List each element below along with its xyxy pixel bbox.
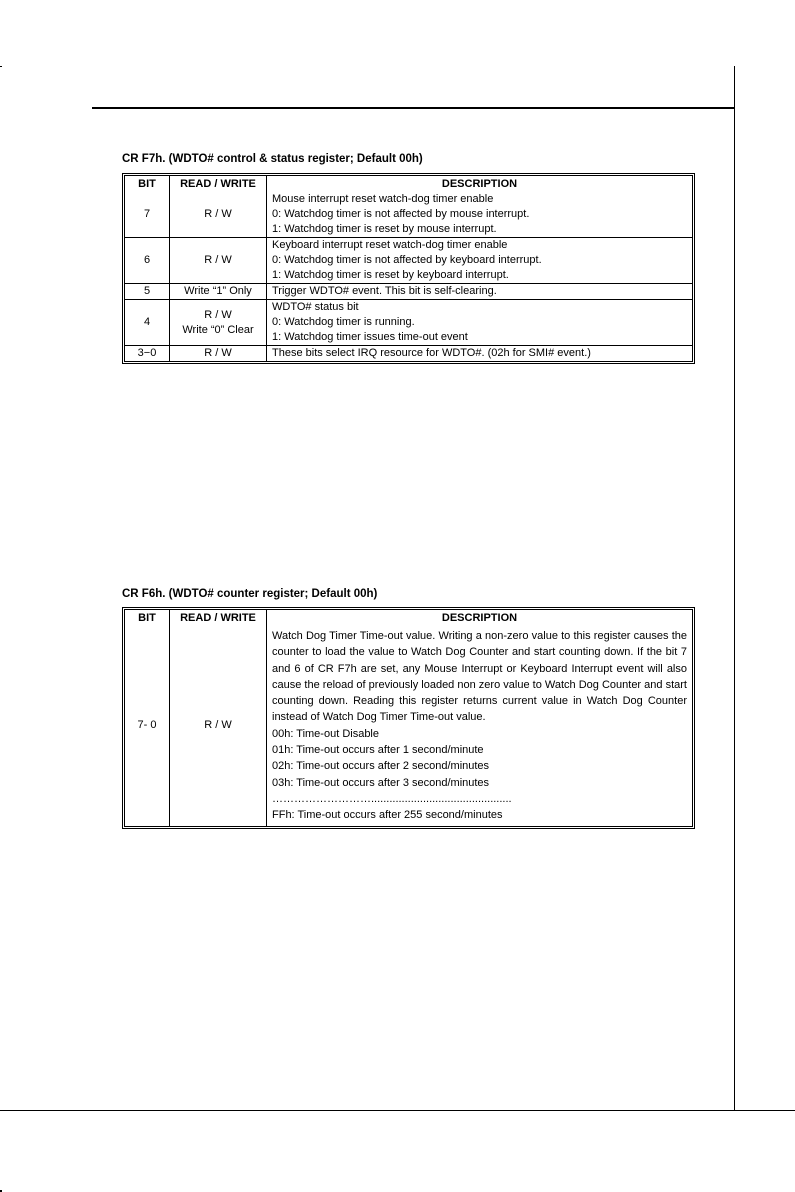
table-row (125, 300, 692, 346)
read-write-cell (170, 346, 267, 361)
bit-cell: 7- 0 (125, 626, 170, 826)
bit-cell: 6 (125, 238, 170, 284)
table-row (125, 626, 692, 826)
description-line: ……………………….............................................. (272, 792, 512, 805)
read-write-line: R / W (204, 208, 232, 220)
description-line: 1: Watchdog timer issues time-out event (272, 331, 468, 343)
header-description: DESCRIPTION (441, 177, 518, 190)
wdto-control-status-table (122, 173, 695, 364)
read-write-cell (170, 192, 267, 238)
read-write-line: Write “0” Clear (182, 323, 254, 336)
description-cell (267, 300, 692, 346)
description-cell (267, 346, 692, 361)
description-cell (267, 626, 692, 826)
description-line: 0: Watchdog timer is not affected by keyboard interrupt. (272, 254, 542, 266)
table2-caption: CR F6h. (WDTO# counter register; Default 00h) (122, 588, 378, 600)
description-line: 01h: Time-out occurs after 1 second/minute (272, 744, 484, 757)
description-line: 00h: Time-out Disable (272, 727, 379, 740)
page-top-left-rule (0, 66, 2, 67)
description-cell (267, 192, 692, 238)
description-line: 0: Watchdog timer is not affected by mouse interrupt. (272, 208, 530, 220)
description-cell (267, 238, 692, 284)
description-line: These bits select IRQ resource for WDTO#. (02h for SMI# event.) (272, 347, 591, 359)
description-line: 0: Watchdog timer is running. (272, 316, 415, 328)
table-header-row (125, 176, 692, 192)
description-paragraph: Watch Dog Timer Time-out value. Writing a non-zero value to this register causes the counter to load the value to Watch Dog Counter and start counting down. If the bit 7 and 6 of CR F7h are set, any Mouse Interrupt or Keyboard Interrupt event will also cause the reload of previously loaded non zero value to Watch Dog Counter and start counting down. Reading this register returns current value in Watch Dog Counter instead of Watch Dog Timer Time-out value. (272, 630, 687, 724)
table-row (125, 284, 692, 300)
read-write-line: Write “1” Only (184, 285, 252, 297)
description-line: WDTO# status bit (272, 301, 359, 313)
header-rule (92, 107, 735, 109)
bit-cell: 7 (125, 192, 170, 238)
bit-cell: 3−0 (125, 346, 170, 361)
read-write-line: R / W (204, 308, 232, 321)
description-line: 02h: Time-out occurs after 2 second/minutes (272, 760, 490, 773)
read-write-cell (170, 284, 267, 300)
description-line: FFh: Time-out occurs after 255 second/minutes (272, 809, 503, 822)
read-write-line: R / W (204, 347, 232, 359)
read-write-cell: R / W (170, 626, 267, 826)
header-bit: BIT (125, 176, 170, 192)
header-read-write: READ / WRITE (170, 176, 267, 192)
table-row (125, 192, 692, 238)
bit-cell: 4 (125, 300, 170, 346)
header-bit: BIT (125, 610, 170, 626)
bit-cell: 5 (125, 284, 170, 300)
description-cell (267, 284, 692, 300)
table1-caption: CR F7h. (WDTO# control & status register; Default 00h) (122, 153, 423, 165)
footer-rule (0, 1110, 795, 1111)
table-header-row (125, 610, 692, 626)
right-margin-rule (734, 66, 735, 1111)
header-read-write: READ / WRITE (170, 610, 267, 626)
description-line: Keyboard interrupt reset watch-dog timer enable (272, 239, 508, 251)
wdto-counter-table (122, 607, 695, 829)
description-line: Trigger WDTO# event. This bit is self-clearing. (272, 285, 497, 297)
read-write-cell (170, 238, 267, 284)
read-write-line: R / W (204, 254, 232, 266)
description-line: 03h: Time-out occurs after 3 second/minutes (272, 776, 490, 789)
table-row (125, 346, 692, 361)
header-description: DESCRIPTION (441, 611, 518, 624)
description-line: 1: Watchdog timer is reset by keyboard interrupt. (272, 269, 509, 281)
description-line: Mouse interrupt reset watch-dog timer enable (272, 193, 494, 205)
description-line: 1: Watchdog timer is reset by mouse interrupt. (272, 223, 497, 235)
table-row (125, 238, 692, 284)
read-write-cell (170, 300, 267, 346)
